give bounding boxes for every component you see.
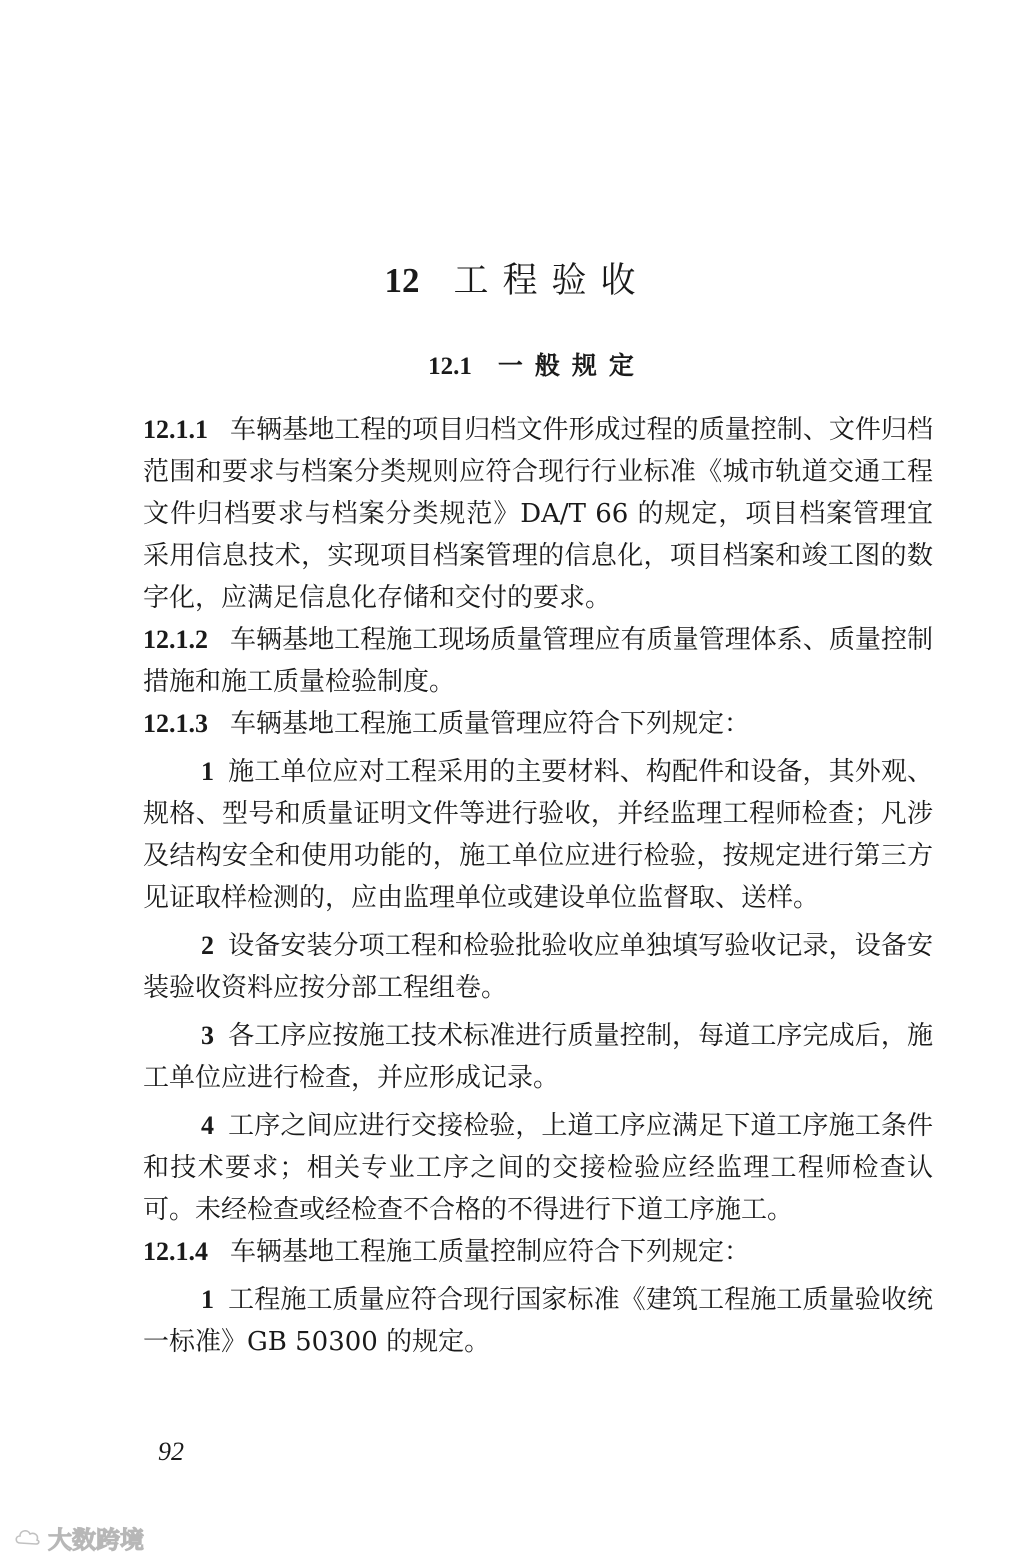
clause-12-1-3: [143, 703, 933, 745]
body-text: [143, 409, 933, 1363]
item-number: 2: [201, 931, 214, 960]
clause-text: 车辆基地工程施工质量控制应符合下列规定：: [230, 1237, 751, 1267]
clause-12-1-3-item-4: [143, 1105, 933, 1231]
chapter-title: [0, 255, 1034, 307]
clause-12-1-3-item-2: [143, 925, 933, 1009]
item-number: 1: [201, 1285, 214, 1314]
watermark-text: 大数跨境: [48, 1525, 144, 1554]
chapter-number: 12: [384, 261, 420, 300]
page-number: 92: [158, 1437, 184, 1466]
chapter-name: 工程验收: [453, 261, 650, 301]
section-title: [0, 344, 1034, 389]
cloud-logo-icon: [12, 1525, 42, 1549]
clause-12-1-4-item-1: [143, 1279, 933, 1363]
clause-12-1-1: [143, 409, 933, 619]
item-text: 工序之间应进行交接检验，上道工序应满足下道工序施工条件和技术要求；相关专业工序之间的交接检验应经监理工程师检查认可。未经检查或经检查不合格的不得进行下道工序施工。: [143, 1111, 933, 1225]
clause-number: 12.1.1: [143, 415, 208, 444]
clause-12-1-3-item-3: [143, 1015, 933, 1099]
item-text: 各工序应按施工技术标准进行质量控制，每道工序完成后，施工单位应进行检查，并应形成记录。: [143, 1021, 933, 1093]
item-number: 4: [201, 1111, 214, 1140]
clause-number: 12.1.3: [143, 709, 208, 738]
item-number: 1: [201, 757, 214, 786]
item-text: 工程施工质量应符合现行国家标准《建筑工程施工质量验收统一标准》GB 50300 的规定。: [143, 1285, 933, 1357]
clause-number: 12.1.2: [143, 625, 208, 654]
clause-text: 车辆基地工程施工质量管理应符合下列规定：: [230, 709, 751, 739]
item-text: 设备安装分项工程和检验批验收应单独填写验收记录，设备安装验收资料应按分部工程组卷。: [143, 931, 933, 1003]
clause-12-1-3-item-1: [143, 751, 933, 919]
section-number: 12.1: [428, 353, 472, 380]
clause-number: 12.1.4: [143, 1237, 208, 1266]
watermark: [12, 1520, 144, 1554]
item-text: 施工单位应对工程采用的主要材料、构配件和设备，其外观、规格、型号和质量证明文件等进行验收，并经监理工程师检查；凡涉及结构安全和使用功能的，施工单位应进行检验，按规定进行第三方见证取样检测的，应由监理单位或建设单位监督取、送样。: [143, 757, 933, 913]
clause-text: 车辆基地工程的项目归档文件形成过程的质量控制、文件归档范围和要求与档案分类规则应符合现行行业标准《城市轨道交通工程文件归档要求与档案分类规范》DA/T 66 的规定，项目档案管理宜采用信息技术，实现项目档案管理的信息化，项目档案和竣工图的数字化，应满足信息化存储和交付的要求。: [143, 415, 933, 613]
clause-text: 车辆基地工程施工现场质量管理应有质量管理体系、质量控制措施和施工质量检验制度。: [143, 625, 933, 697]
clause-12-1-4: [143, 1231, 933, 1273]
item-number: 3: [201, 1021, 214, 1050]
clause-12-1-2: [143, 619, 933, 703]
section-name: 一般规定: [497, 351, 646, 380]
